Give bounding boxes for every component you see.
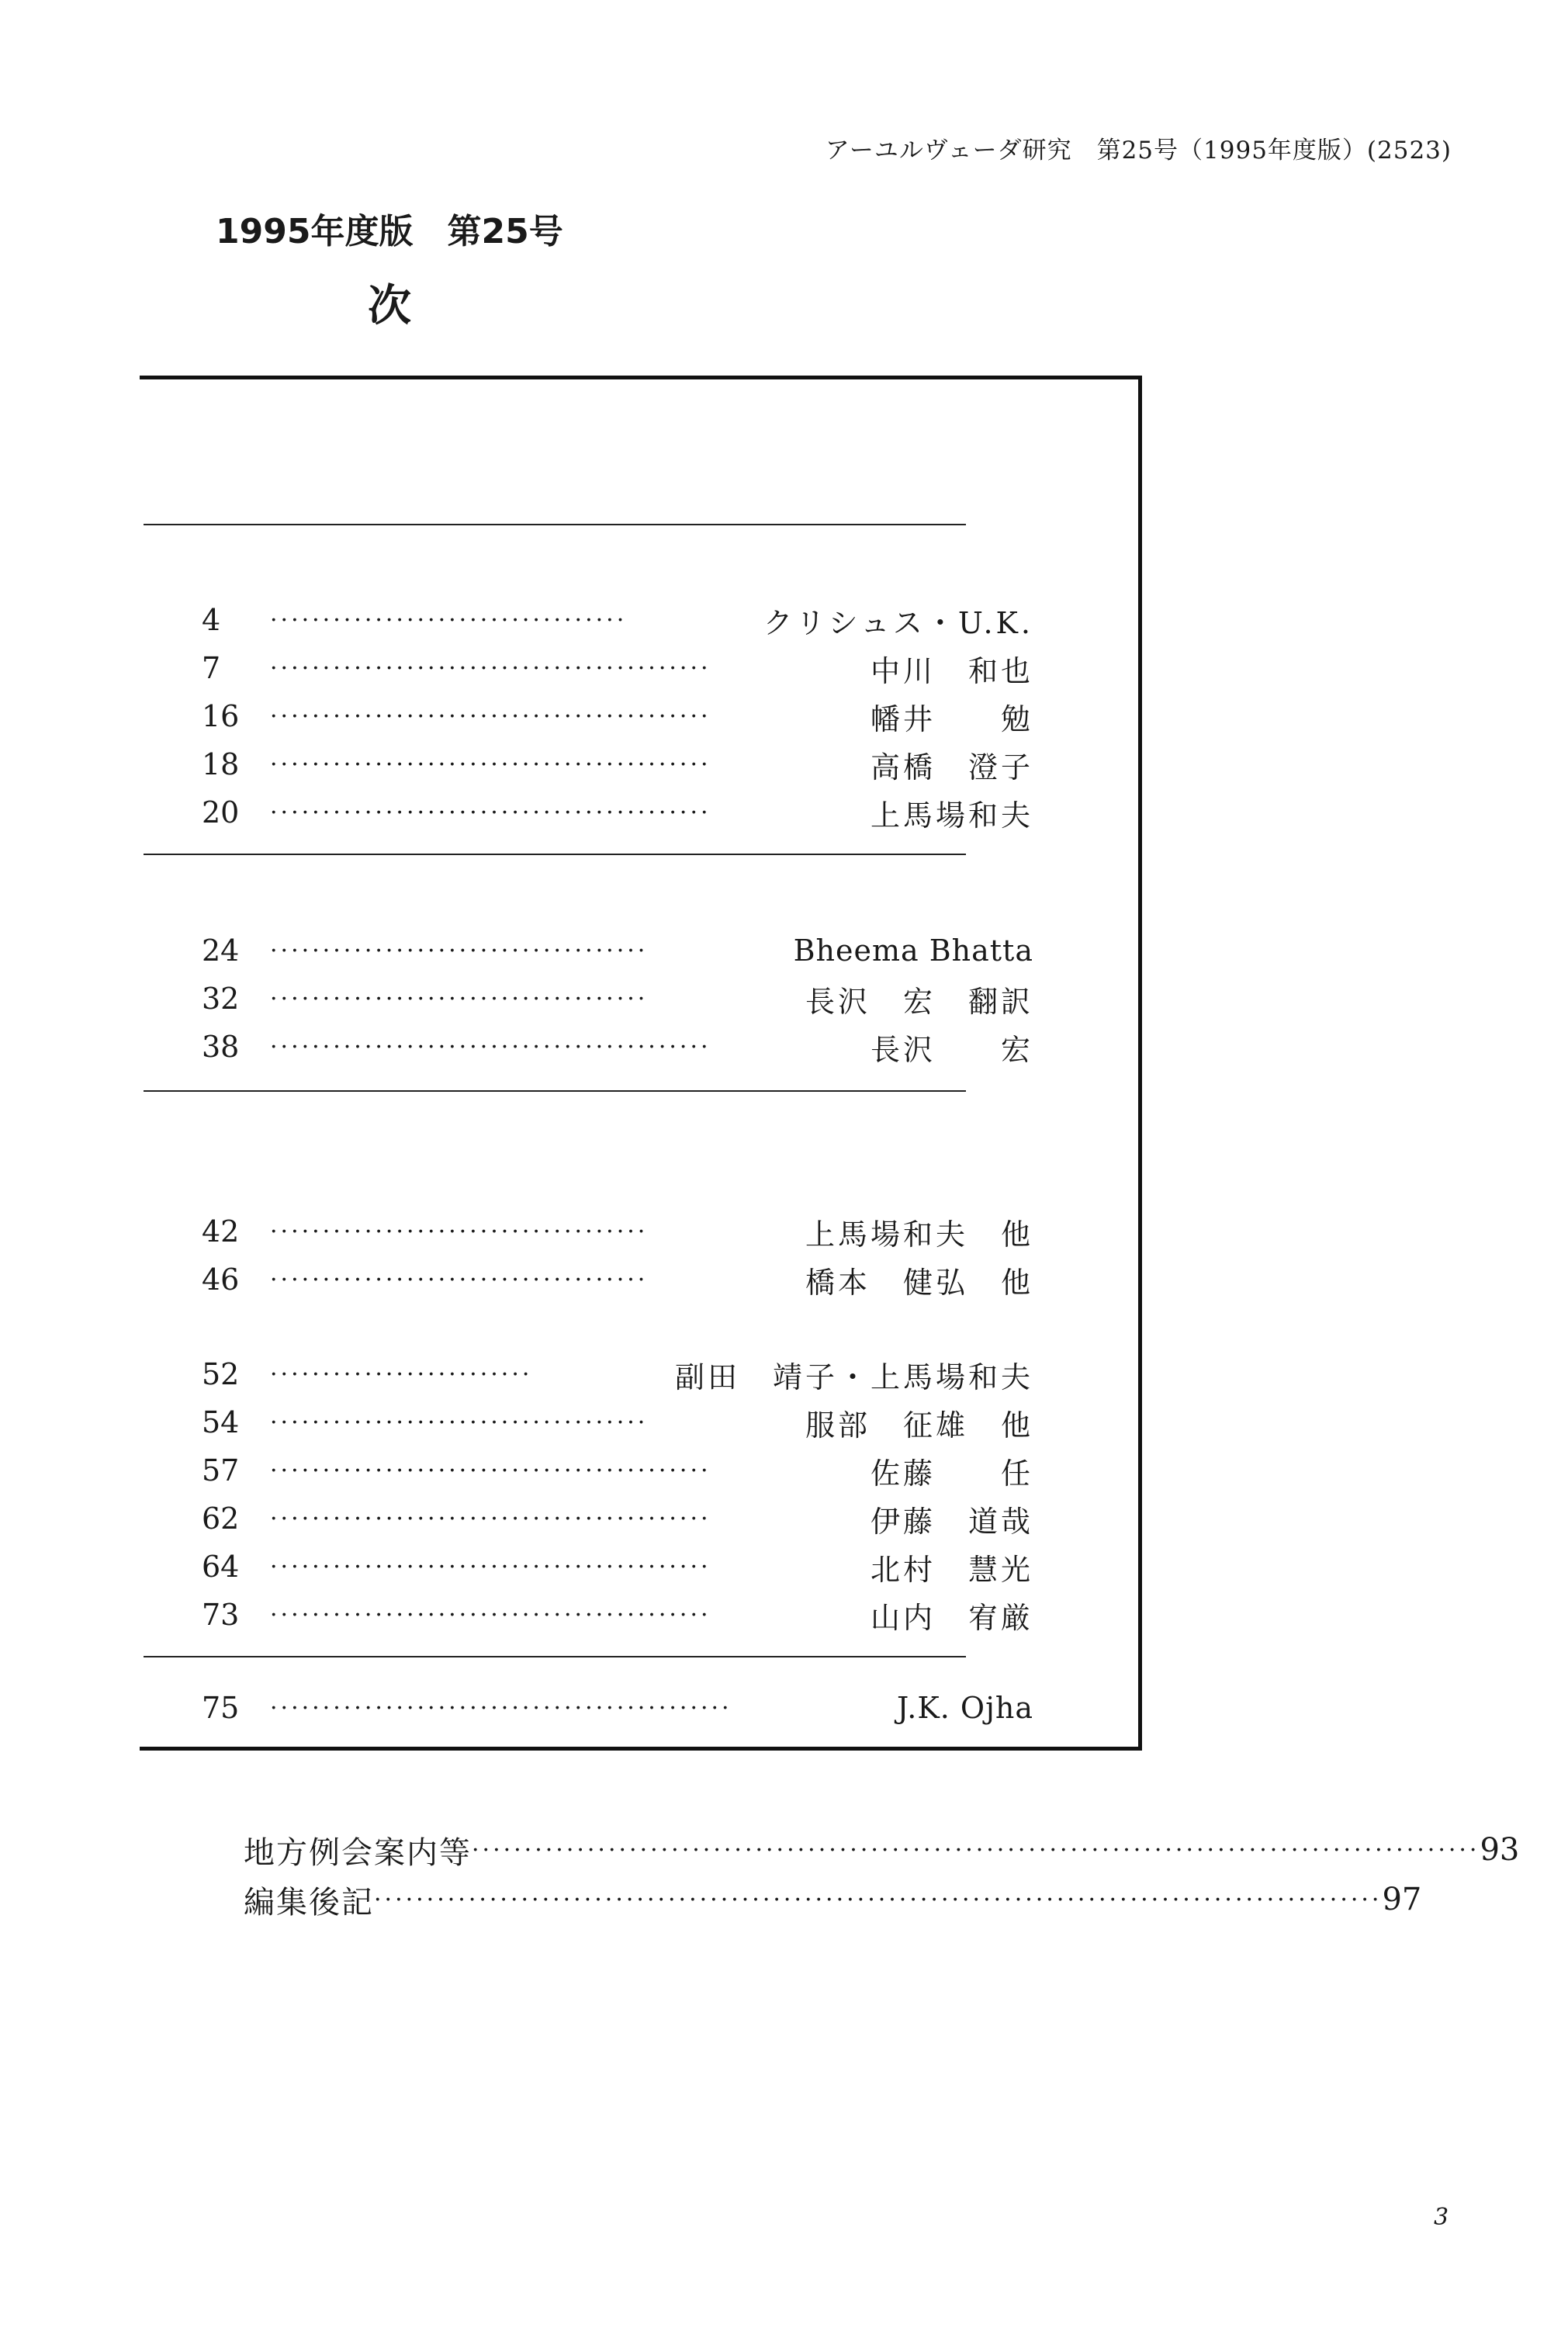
- entry-author: 服部 征雄 他: [805, 1408, 1033, 1443]
- leader-dots: ··········································: [270, 798, 711, 826]
- misc-title: 編集後記: [244, 1884, 374, 1921]
- toc-heading: 次: [368, 281, 411, 331]
- leader-dots: ····································: [270, 985, 649, 1013]
- toc-entry: [202, 649, 1033, 688]
- entry-page: 73: [202, 1598, 240, 1632]
- running-head: アーユルヴェーダ研究 第25号（1995年度版）(2523): [825, 137, 1452, 165]
- entry-author: 北村 慧光: [870, 1552, 1033, 1587]
- toc-entry: [202, 601, 1033, 639]
- misc-title: 地方例会案内等: [244, 1834, 472, 1871]
- misc-page: 93: [1480, 1832, 1520, 1868]
- entry-page: 54: [202, 1405, 240, 1439]
- leader-dots: ·························: [270, 1360, 533, 1388]
- entry-page: 32: [202, 982, 240, 1016]
- leader-dots: ··········································: [270, 1033, 711, 1061]
- entry-page: 42: [202, 1214, 240, 1249]
- entry-page: 4: [202, 603, 221, 637]
- entry-author: J.K. Ojha: [897, 1691, 1033, 1725]
- section-rule: [144, 524, 966, 525]
- toc-entry: [202, 745, 1033, 784]
- leader-dots: ··································: [270, 606, 628, 634]
- leader-dots: ··········································: [270, 750, 711, 778]
- entry-page: 62: [202, 1501, 240, 1536]
- entry-page: 18: [202, 747, 240, 781]
- toc-entry: [202, 1499, 1033, 1538]
- entry-author: クリシュス・U.K.: [763, 605, 1033, 640]
- entry-page: 64: [202, 1550, 240, 1584]
- toc-entry: [202, 1451, 1033, 1490]
- entry-author: Bheema Bhatta: [793, 933, 1033, 968]
- toc-entry: [202, 1212, 1033, 1251]
- toc-entry: [202, 1355, 1033, 1394]
- toc-entry: [202, 979, 1033, 1018]
- leader-dots: ············································: [270, 1694, 732, 1722]
- leader-dots: ··········································: [270, 1456, 711, 1484]
- section-rule: [144, 854, 966, 855]
- toc-entry: [202, 1403, 1033, 1442]
- section-rule: [144, 1656, 966, 1657]
- entry-author: 幡井 勉: [870, 701, 1033, 736]
- entry-author: 橋本 健弘 他: [805, 1265, 1033, 1300]
- entry-author: 伊藤 道哉: [870, 1504, 1033, 1539]
- entry-page: 20: [202, 795, 240, 830]
- leader-dots: ····································: [270, 937, 649, 965]
- entry-page: 75: [202, 1691, 240, 1725]
- entry-author: 長沢 宏 翻訳: [805, 984, 1033, 1019]
- toc-entry: [202, 931, 1033, 970]
- toc-entry: [202, 1260, 1033, 1299]
- misc-entry: [244, 1878, 1422, 1921]
- page-number: 3: [1434, 2204, 1449, 2231]
- entry-author: 副田 靖子・上馬場和夫: [674, 1359, 1033, 1394]
- entry-author: 高橋 澄子: [870, 750, 1033, 785]
- toc-entry: [202, 1547, 1033, 1586]
- entry-page: 46: [202, 1262, 240, 1297]
- entry-page: 7: [202, 651, 221, 685]
- edition-label: 1995年度版 第25号: [216, 212, 563, 251]
- entry-author: 山内 宥厳: [870, 1600, 1033, 1635]
- entry-author: 長沢 宏: [870, 1032, 1033, 1067]
- leader-dots: ··········································: [270, 1601, 711, 1629]
- misc-entry: [244, 1828, 1520, 1872]
- entry-author: 佐藤 任: [870, 1456, 1033, 1491]
- entry-page: 57: [202, 1453, 240, 1488]
- leader-dots: ····································: [270, 1217, 649, 1245]
- leader-dots: ··········································: [270, 1553, 711, 1581]
- entry-page: 16: [202, 699, 240, 733]
- misc-page: 97: [1382, 1882, 1422, 1917]
- leader-dots: ································································································: [374, 1886, 1383, 1914]
- toc-entry: [202, 793, 1033, 832]
- entry-author: 上馬場和夫 他: [805, 1217, 1033, 1252]
- entry-page: 24: [202, 933, 240, 968]
- toc-entry: [202, 1027, 1033, 1066]
- leader-dots: ····································: [270, 1408, 649, 1436]
- leader-dots: ··········································: [270, 702, 711, 730]
- leader-dots: ··········································: [270, 1505, 711, 1533]
- toc-entry: [202, 697, 1033, 736]
- leader-dots: ··········································: [270, 654, 711, 682]
- leader-dots: ····································: [270, 1266, 649, 1294]
- section-rule: [144, 1090, 966, 1092]
- entry-author: 上馬場和夫: [870, 798, 1033, 833]
- toc-entry: [202, 1689, 1033, 1727]
- entry-page: 38: [202, 1030, 240, 1064]
- entry-author: 中川 和也: [870, 653, 1033, 688]
- leader-dots: ································································································: [472, 1836, 1480, 1864]
- toc-entry: [202, 1595, 1033, 1634]
- entry-page: 52: [202, 1357, 240, 1391]
